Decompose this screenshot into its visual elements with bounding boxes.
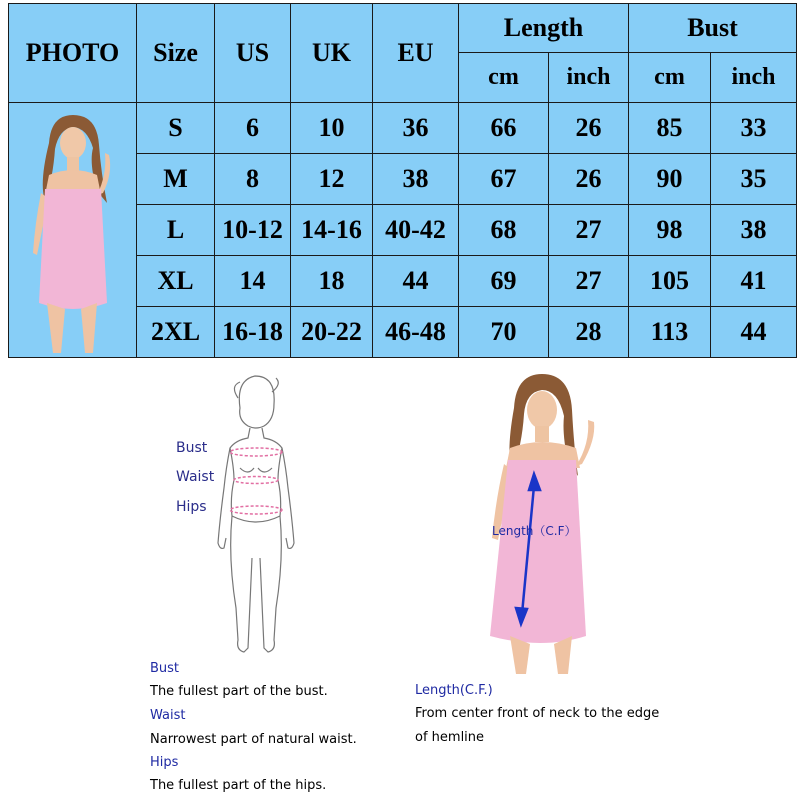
header-bust: Bust xyxy=(629,4,797,53)
length-cf-label: Length（C.F） xyxy=(492,524,577,538)
cell-length-inch: 27 xyxy=(549,256,629,307)
cell-bust-inch: 41 xyxy=(711,256,797,307)
cell-uk: 18 xyxy=(291,256,373,307)
cell-uk: 20-22 xyxy=(291,307,373,358)
header-uk: UK xyxy=(291,4,373,103)
cell-size: XL xyxy=(137,256,215,307)
def-length-title: Length(C.F.) xyxy=(415,683,493,698)
body-outline-illustration xyxy=(200,368,310,658)
cell-length-cm: 69 xyxy=(459,256,549,307)
cell-length-cm: 66 xyxy=(459,103,549,154)
cell-us: 6 xyxy=(215,103,291,154)
header-size: Size xyxy=(137,4,215,103)
cell-us: 8 xyxy=(215,154,291,205)
cell-us: 16-18 xyxy=(215,307,291,358)
def-hips-text: The fullest part of the hips. xyxy=(150,778,327,793)
def-length-text-1: From center front of neck to the edge xyxy=(415,706,660,721)
cell-length-cm: 70 xyxy=(459,307,549,358)
header-us: US xyxy=(215,4,291,103)
cell-eu: 38 xyxy=(373,154,459,205)
model-photo-small xyxy=(9,103,135,355)
table-row xyxy=(9,103,797,154)
cell-us: 14 xyxy=(215,256,291,307)
cell-us: 10-12 xyxy=(215,205,291,256)
cell-uk: 10 xyxy=(291,103,373,154)
def-waist-text: Narrowest part of natural waist. xyxy=(150,732,357,747)
header-length: Length xyxy=(459,4,629,53)
cell-length-cm: 67 xyxy=(459,154,549,205)
photo-cell xyxy=(9,103,137,358)
cell-size: S xyxy=(137,103,215,154)
cell-bust-cm: 113 xyxy=(629,307,711,358)
def-bust-text: The fullest part of the bust. xyxy=(150,684,328,699)
cell-length-inch: 27 xyxy=(549,205,629,256)
cell-length-inch: 26 xyxy=(549,103,629,154)
cell-length-inch: 28 xyxy=(549,307,629,358)
cell-size: M xyxy=(137,154,215,205)
size-chart-table xyxy=(8,3,797,358)
def-waist-title: Waist xyxy=(150,708,186,723)
cell-size: 2XL xyxy=(137,307,215,358)
cell-eu: 36 xyxy=(373,103,459,154)
cell-bust-cm: 98 xyxy=(629,205,711,256)
cell-bust-inch: 38 xyxy=(711,205,797,256)
cell-eu: 44 xyxy=(373,256,459,307)
cell-uk: 14-16 xyxy=(291,205,373,256)
cell-uk: 12 xyxy=(291,154,373,205)
waist-label: Waist xyxy=(176,469,215,485)
cell-bust-cm: 85 xyxy=(629,103,711,154)
cell-bust-cm: 90 xyxy=(629,154,711,205)
cell-eu: 46-48 xyxy=(373,307,459,358)
bust-label: Bust xyxy=(176,440,208,456)
def-bust-title: Bust xyxy=(150,661,180,676)
header-bust-cm: cm xyxy=(629,53,711,103)
header-photo: PHOTO xyxy=(9,4,137,103)
cell-bust-inch: 33 xyxy=(711,103,797,154)
cell-bust-cm: 105 xyxy=(629,256,711,307)
def-length-text-2: of hemline xyxy=(415,730,485,745)
cell-length-inch: 26 xyxy=(549,154,629,205)
cell-size: L xyxy=(137,205,215,256)
header-length-inch: inch xyxy=(549,53,629,103)
header-bust-inch: inch xyxy=(711,53,797,103)
header-eu: EU xyxy=(373,4,459,103)
hips-label: Hips xyxy=(176,499,207,515)
cell-length-cm: 68 xyxy=(459,205,549,256)
header-length-cm: cm xyxy=(459,53,549,103)
cell-eu: 40-42 xyxy=(373,205,459,256)
cell-bust-inch: 44 xyxy=(711,307,797,358)
cell-bust-inch: 35 xyxy=(711,154,797,205)
def-hips-title: Hips xyxy=(150,755,179,770)
